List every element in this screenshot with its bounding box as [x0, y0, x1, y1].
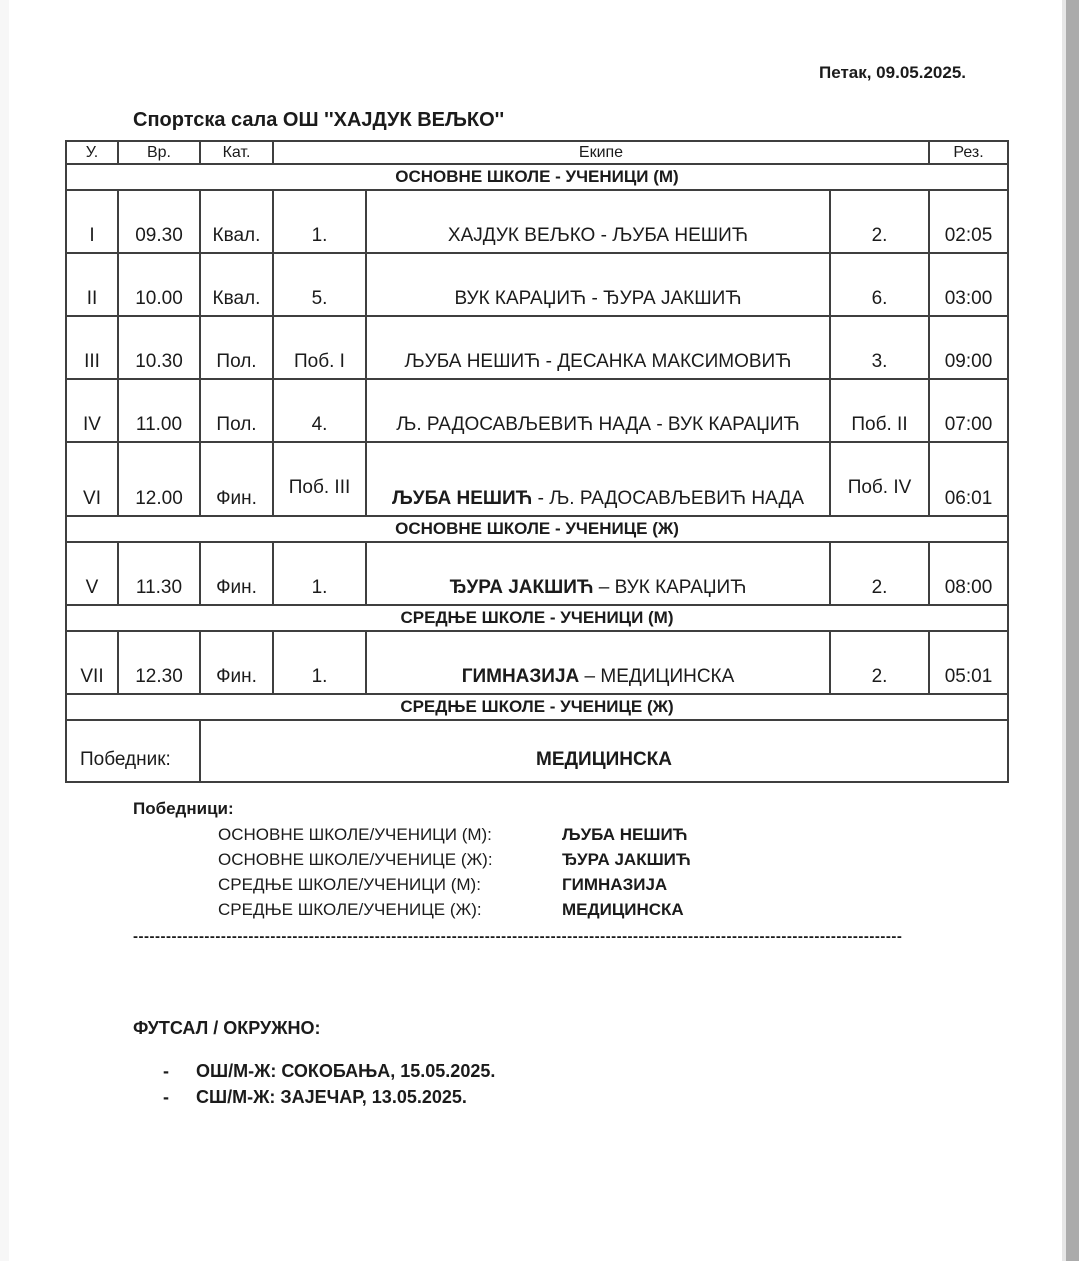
- match-teams: [366, 442, 830, 516]
- match-seed-home: 5.: [273, 253, 366, 316]
- match-time: 10.30: [118, 316, 200, 379]
- match-team-bold: ЂУРА ЈАКШИЋ: [449, 577, 594, 598]
- table-row: [66, 316, 1008, 379]
- winner-line: [133, 900, 953, 925]
- match-result: 07:00: [929, 379, 1008, 442]
- document-date: Петак, 09.05.2025.: [819, 63, 966, 82]
- match-team-bold: ЉУБА НЕШИЋ: [392, 488, 533, 509]
- winner-category-label: ОСНОВНЕ ШКОЛЕ/УЧЕНИЦЕ (Ж):: [218, 850, 493, 869]
- match-teams: [366, 379, 830, 442]
- match-seed-away: 3.: [830, 316, 929, 379]
- section-title: СРЕДЊЕ ШКОЛЕ - УЧЕНИЦЕ (Ж): [66, 694, 1008, 720]
- match-number: IV: [66, 379, 118, 442]
- winner-category-label: СРЕДЊЕ ШКОЛЕ/УЧЕНИЦЕ (Ж):: [218, 900, 482, 919]
- match-teams: [366, 190, 830, 253]
- section-row: [66, 164, 1008, 190]
- match-seed-home: 1.: [273, 542, 366, 605]
- match-category: Фин.: [200, 542, 273, 605]
- match-number: VI: [66, 442, 118, 516]
- section-title: ОСНОВНЕ ШКОЛЕ - УЧЕНИЦЕ (Ж): [66, 516, 1008, 542]
- match-category: Пол.: [200, 379, 273, 442]
- winner-line: [133, 875, 953, 900]
- photo-edge-right: [1062, 0, 1079, 1261]
- table-row: [66, 631, 1008, 694]
- match-seed-away: 2.: [830, 631, 929, 694]
- winner-category-label: СРЕДЊЕ ШКОЛЕ/УЧЕНИЦИ (М):: [218, 875, 481, 894]
- winner-category-label: ОСНОВНЕ ШКОЛЕ/УЧЕНИЦИ (М):: [218, 825, 492, 844]
- futsal-item-text: СШ/М-Ж: ЗАЈЕЧАР, 13.05.2025.: [196, 1087, 467, 1107]
- winner-line: [133, 825, 953, 850]
- winner-line: [133, 850, 953, 875]
- match-seed-home: Поб. I: [273, 316, 366, 379]
- match-time: 12.30: [118, 631, 200, 694]
- match-teams: [366, 316, 830, 379]
- header-teams: Екипе: [273, 141, 929, 164]
- winner-name: ГИМНАЗИЈА: [562, 875, 668, 894]
- match-seed-home: Поб. III: [273, 442, 366, 516]
- list-bullet: -: [163, 1087, 169, 1107]
- match-team-rest: – МЕДИЦИНСКА: [579, 666, 735, 687]
- page-title: Спортска сала ОШ ''ХАЈДУК ВЕЉКО'': [133, 109, 505, 131]
- match-team-rest: ХАЈДУК ВЕЉКО - ЉУБА НЕШИЋ: [447, 225, 749, 246]
- match-teams: [366, 631, 830, 694]
- winner-row: [66, 720, 1008, 782]
- match-time: 10.00: [118, 253, 200, 316]
- match-number: VII: [66, 631, 118, 694]
- match-time: 12.00: [118, 442, 200, 516]
- match-team-rest: ЉУБА НЕШИЋ - ДЕСАНКА МАКСИМОВИЋ: [404, 351, 792, 372]
- winner-label: Победник:: [66, 720, 200, 782]
- table-header-row: [66, 141, 1008, 164]
- match-number: V: [66, 542, 118, 605]
- photo-edge-left: [0, 0, 9, 1261]
- schedule-table: [65, 140, 1009, 783]
- match-seed-away: Поб. II: [830, 379, 929, 442]
- match-seed-away: 2.: [830, 542, 929, 605]
- table-row: [66, 542, 1008, 605]
- futsal-item-text: ОШ/М-Ж: СОКОБАЊА, 15.05.2025.: [196, 1061, 496, 1081]
- match-time: 11.00: [118, 379, 200, 442]
- list-bullet: -: [163, 1061, 169, 1081]
- match-category: Фин.: [200, 631, 273, 694]
- header-category: Кат.: [200, 141, 273, 164]
- match-seed-away: Поб. IV: [830, 442, 929, 516]
- winner-name: ЉУБА НЕШИЋ: [562, 825, 688, 844]
- winners-heading: Победници:: [133, 799, 234, 818]
- match-seed-home: 1.: [273, 190, 366, 253]
- table-row: [66, 379, 1008, 442]
- match-result: 05:01: [929, 631, 1008, 694]
- match-category: Квал.: [200, 253, 273, 316]
- match-number: I: [66, 190, 118, 253]
- table-row: [66, 253, 1008, 316]
- match-result: 06:01: [929, 442, 1008, 516]
- futsal-heading: ФУТСАЛ / ОКРУЖНО:: [133, 1018, 321, 1038]
- match-time: 11.30: [118, 542, 200, 605]
- match-seed-away: 6.: [830, 253, 929, 316]
- match-category: Квал.: [200, 190, 273, 253]
- winner-name: МЕДИЦИНСКА: [562, 900, 684, 919]
- match-seed-home: 4.: [273, 379, 366, 442]
- header-result: Рез.: [929, 141, 1008, 164]
- match-number: III: [66, 316, 118, 379]
- winners-block: [133, 799, 953, 925]
- match-category: Фин.: [200, 442, 273, 516]
- section-row: [66, 605, 1008, 631]
- futsal-item: [133, 1087, 733, 1111]
- header-time: Вр.: [118, 141, 200, 164]
- match-team-rest: - Љ. РАДОСАВЉЕВИЋ НАДА: [532, 488, 804, 509]
- match-result: 02:05: [929, 190, 1008, 253]
- match-category: Пол.: [200, 316, 273, 379]
- header-number: У.: [66, 141, 118, 164]
- section-row: [66, 516, 1008, 542]
- winner-name: ЂУРА ЈАКШИЋ: [562, 850, 691, 869]
- match-teams: [366, 253, 830, 316]
- table-row: [66, 190, 1008, 253]
- match-team-rest: ВУК КАРАЏИЋ - ЂУРА ЈАКШИЋ: [454, 288, 742, 309]
- match-team-rest: – ВУК КАРАЏИЋ: [593, 577, 747, 598]
- match-seed-away: 2.: [830, 190, 929, 253]
- winner-value: МЕДИЦИНСКА: [200, 720, 1008, 782]
- match-seed-home: 1.: [273, 631, 366, 694]
- match-team-bold: ГИМНАЗИЈА: [461, 666, 580, 687]
- match-number: II: [66, 253, 118, 316]
- match-time: 09.30: [118, 190, 200, 253]
- match-result: 09:00: [929, 316, 1008, 379]
- section-title: ОСНОВНЕ ШКОЛЕ - УЧЕНИЦИ (М): [66, 164, 1008, 190]
- section-row: [66, 694, 1008, 720]
- futsal-item: [133, 1061, 733, 1085]
- match-result: 03:00: [929, 253, 1008, 316]
- dashed-separator: --------------------------------------------------------------------------------------------------------------------------------------------: [133, 928, 903, 945]
- section-title: СРЕДЊЕ ШКОЛЕ - УЧЕНИЦИ (М): [66, 605, 1008, 631]
- match-team-rest: Љ. РАДОСАВЉЕВИЋ НАДА - ВУК КАРАЏИЋ: [396, 414, 800, 435]
- match-teams: [366, 542, 830, 605]
- table-row: [66, 442, 1008, 516]
- match-result: 08:00: [929, 542, 1008, 605]
